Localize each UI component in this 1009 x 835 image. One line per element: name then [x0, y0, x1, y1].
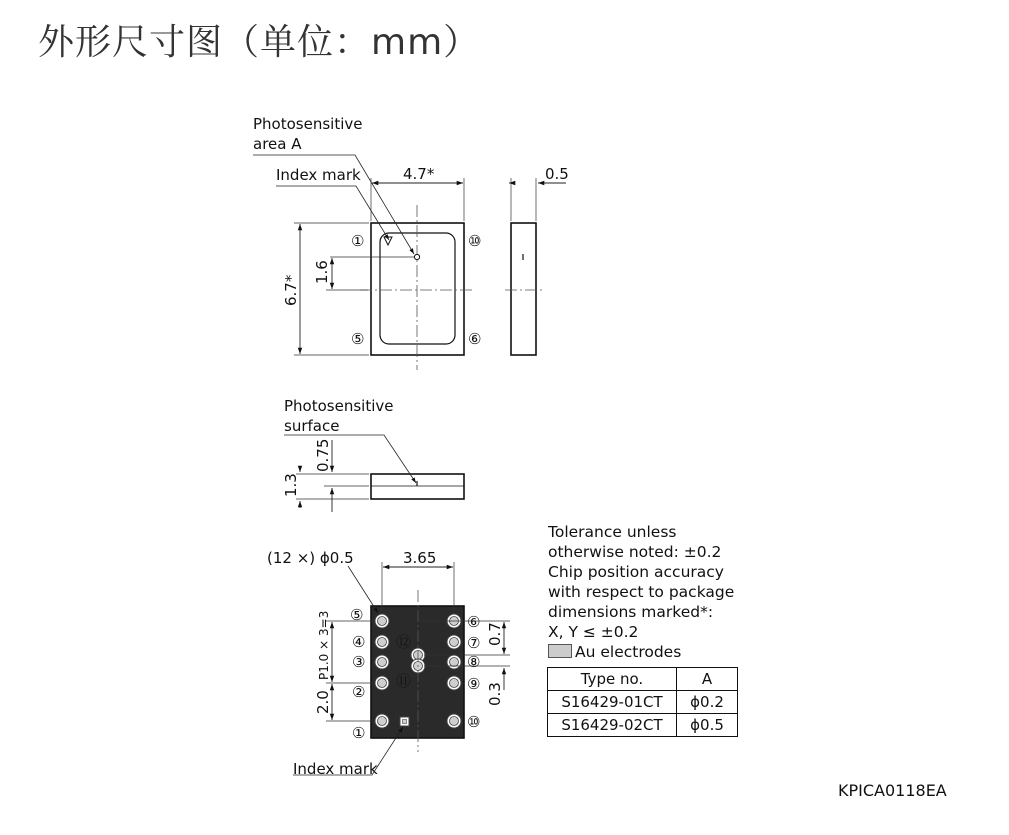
table-header-type: Type no. — [548, 668, 677, 691]
pad-electrode — [378, 717, 387, 726]
pad-electrode — [450, 638, 459, 647]
bottom-pad-count-label: (12 ×) ϕ0.5 — [267, 549, 354, 567]
electrode-legend — [548, 642, 734, 662]
top-view — [253, 115, 481, 370]
table-cell-type: S16429-02CT — [548, 714, 677, 737]
top-center-offset-dimension: 1.6 — [313, 260, 331, 284]
pad-electrode — [378, 638, 387, 647]
bottom-right-lower-dimension: 0.3 — [486, 682, 504, 706]
section-surface-label-line2: surface — [284, 417, 340, 435]
table-cell-a: ϕ0.5 — [677, 714, 738, 737]
type-table — [547, 667, 738, 737]
bottom-pin-9-label: ⑨ — [467, 675, 481, 693]
table-cell-type: S16429-01CT — [548, 691, 677, 714]
top-pin-1-label: ① — [351, 232, 365, 250]
bottom-offset-dimension: 2.0 — [314, 690, 332, 714]
section-surface-label-line1: Photosensitive — [284, 397, 394, 415]
tolerance-notes — [548, 522, 734, 662]
top-view-window — [380, 233, 455, 344]
table-row — [548, 691, 738, 714]
pad-electrode — [378, 658, 387, 667]
document-code: KPICA0118EA — [838, 781, 947, 800]
pad-electrode — [450, 658, 459, 667]
bottom-pin-2-label: ② — [352, 683, 366, 701]
section-view — [282, 397, 464, 512]
bottom-index-mark-label: Index mark — [293, 760, 378, 778]
bottom-pad-spacing-dimension: 3.65 — [403, 549, 437, 567]
table-row — [548, 714, 738, 737]
page-title: 外形尺寸图（单位：mm） — [38, 22, 481, 63]
table-header-row — [548, 668, 738, 691]
table-cell-a: ϕ0.2 — [677, 691, 738, 714]
note-line: otherwise noted: ±0.2 — [548, 543, 722, 561]
bottom-pin-5-label: ⑤ — [350, 606, 364, 624]
pad-electrode — [450, 679, 459, 688]
bottom-pin-8-label: ⑧ — [467, 653, 481, 671]
electrode-swatch-icon — [548, 644, 572, 658]
bottom-pin-11-label: ⑪ — [396, 672, 412, 690]
section-total-height-dimension: 1.3 — [282, 473, 300, 497]
note-line: X, Y ≤ ±0.2 — [548, 623, 639, 641]
bottom-pin-1-label: ① — [352, 724, 366, 742]
bottom-pitch-dimension: P1.0 × 3=3 — [317, 610, 331, 680]
pad-electrode — [450, 717, 459, 726]
electrode-legend-label: Au electrodes — [575, 643, 682, 661]
side-thickness-dimension: 0.5 — [545, 165, 569, 183]
side-view — [505, 165, 569, 355]
bottom-pin-6-label: ⑥ — [467, 613, 481, 631]
side-view-package-outline — [511, 223, 536, 355]
top-pin-10-label: ⑩ — [468, 232, 482, 250]
note-line: dimensions marked*: — [548, 603, 714, 621]
top-photosensitive-label-line2: area A — [253, 135, 302, 153]
bottom-pin-10-label: ⑩ — [467, 713, 481, 731]
pad-electrode — [378, 679, 387, 688]
pad-electrode — [378, 617, 387, 626]
section-surface-depth-dimension: 0.75 — [314, 438, 332, 472]
top-pin-6-label: ⑥ — [468, 330, 482, 348]
note-line: Chip position accuracy — [548, 563, 724, 581]
top-width-dimension: 4.7* — [403, 165, 435, 183]
bottom-pin-3-label: ③ — [352, 653, 366, 671]
top-view-package-outline — [371, 223, 464, 355]
top-pin-5-label: ⑤ — [351, 330, 365, 348]
top-height-dimension: 6.7* — [282, 274, 300, 306]
bottom-view — [267, 549, 510, 778]
table-header-a: A — [677, 668, 738, 691]
note-line: with respect to package — [548, 583, 735, 601]
section-view-package-outline — [371, 474, 464, 499]
bottom-pin-7-label: ⑦ — [467, 634, 481, 652]
top-photosensitive-label-line1: Photosensitive — [253, 115, 363, 133]
bottom-right-upper-dimension: 0.7 — [486, 622, 504, 646]
top-index-mark-label: Index mark — [276, 166, 361, 184]
photosensitive-area-marker — [414, 254, 419, 259]
note-line: Tolerance unless — [548, 523, 677, 541]
bottom-pin-4-label: ④ — [352, 633, 366, 651]
bottom-pin-12-label: ⑫ — [396, 633, 412, 651]
